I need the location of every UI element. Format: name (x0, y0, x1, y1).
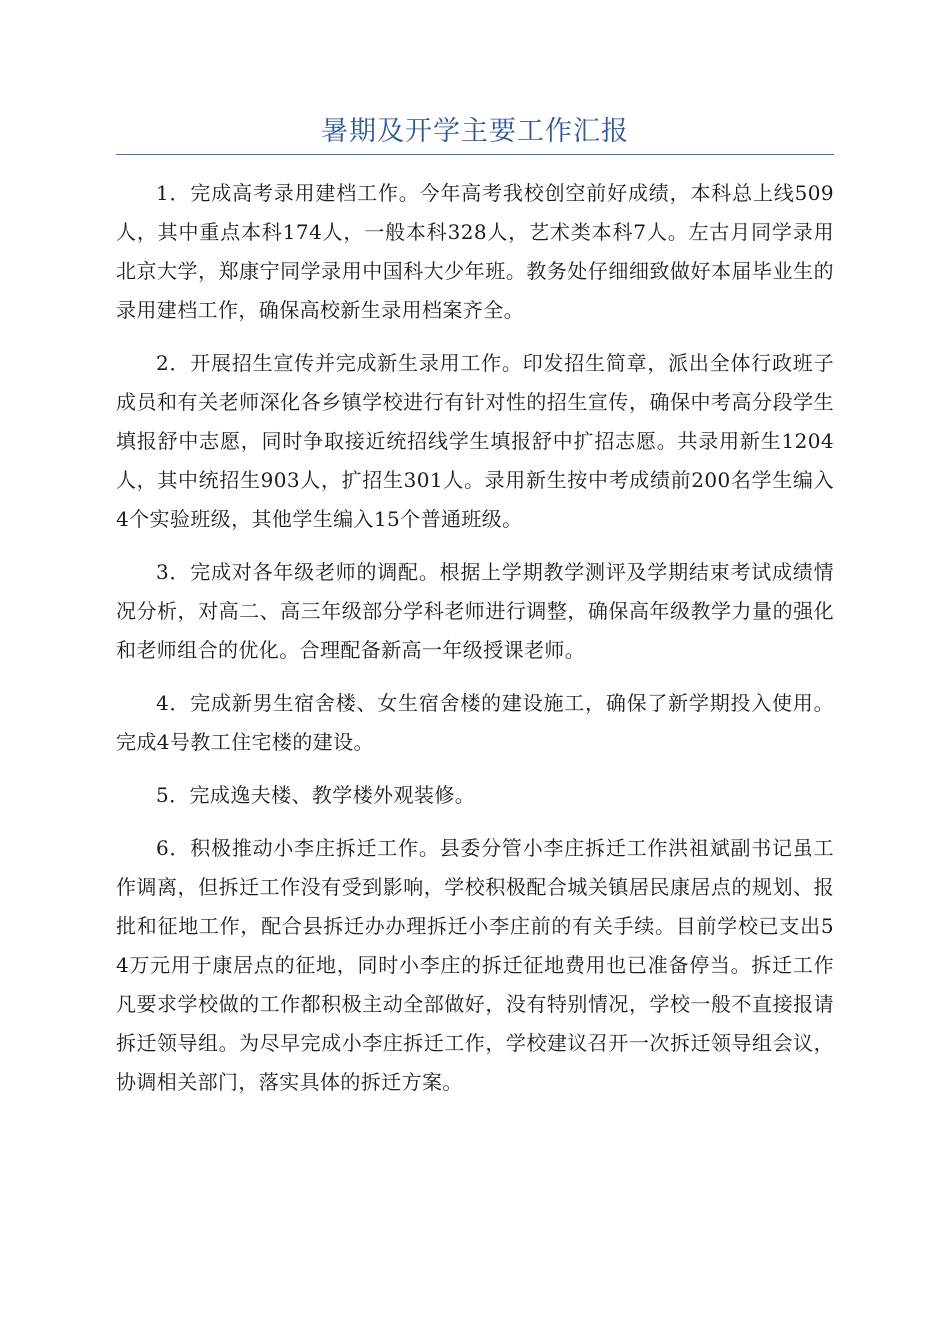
paragraph-1: 1．完成高考录用建档工作。今年高考我校创空前好成绩，本科总上线509人，其中重点本科174人，一般本科328人，艺术类本科7人。左古月同学录用北京大学，郑康宁同学录用中国科大少年班。教务处仔细细致做好本届毕业生的录用建档工作，确保高校新生录用档案齐全。 (116, 181, 834, 322)
paragraph-4: 4．完成新男生宿舍楼、女生宿舍楼的建设施工，确保了新学期投入使用。完成4号教工住宅楼的建设。 (116, 691, 834, 754)
paragraph-6: 6．积极推动小李庄拆迁工作。县委分管小李庄拆迁工作洪祖斌副书记虽工作调离，但拆迁工作没有受到影响，学校积极配合城关镇居民康居点的规划、报批和征地工作，配合县拆迁办办理拆迁小李庄前的有关手续。目前学校已支出54万元用于康居点的征地，同时小李庄的拆迁征地费用也已准备停当。拆迁工作凡要求学校做的工作都积极主动全部做好，没有特别情况，学校一般不直接报请拆迁领导组。为尽早完成小李庄拆迁工作，学校建议召开一次拆迁领导组会议，协调相关部门，落实具体的拆迁方案。 (116, 836, 834, 1094)
document-body (116, 174, 834, 1116)
paragraph-5: 5．完成逸夫楼、教学楼外观装修。 (156, 783, 476, 807)
paragraph-2: 2．开展招生宣传并完成新生录用工作。印发招生简章，派出全体行政班子成员和有关老师深化各乡镇学校进行有针对性的招生宣传，确保中考高分段学生填报舒中志愿，同时争取接近统招线学生填报舒中扩招志愿。共录用新生1204人，其中统招生903人，扩招生301人。录用新生按中考成绩前200名学生编入4个实验班级，其他学生编入15个普通班级。 (116, 351, 834, 531)
title-underline (116, 154, 834, 155)
paragraph-3: 3．完成对各年级老师的调配。根据上学期教学测评及学期结束考试成绩情况分析，对高二、高三年级部分学科老师进行调整，确保高年级教学力量的强化和老师组合的优化。合理配备新高一年级授课老师。 (116, 560, 834, 662)
page-title: 暑期及开学主要工作汇报 (321, 116, 629, 147)
